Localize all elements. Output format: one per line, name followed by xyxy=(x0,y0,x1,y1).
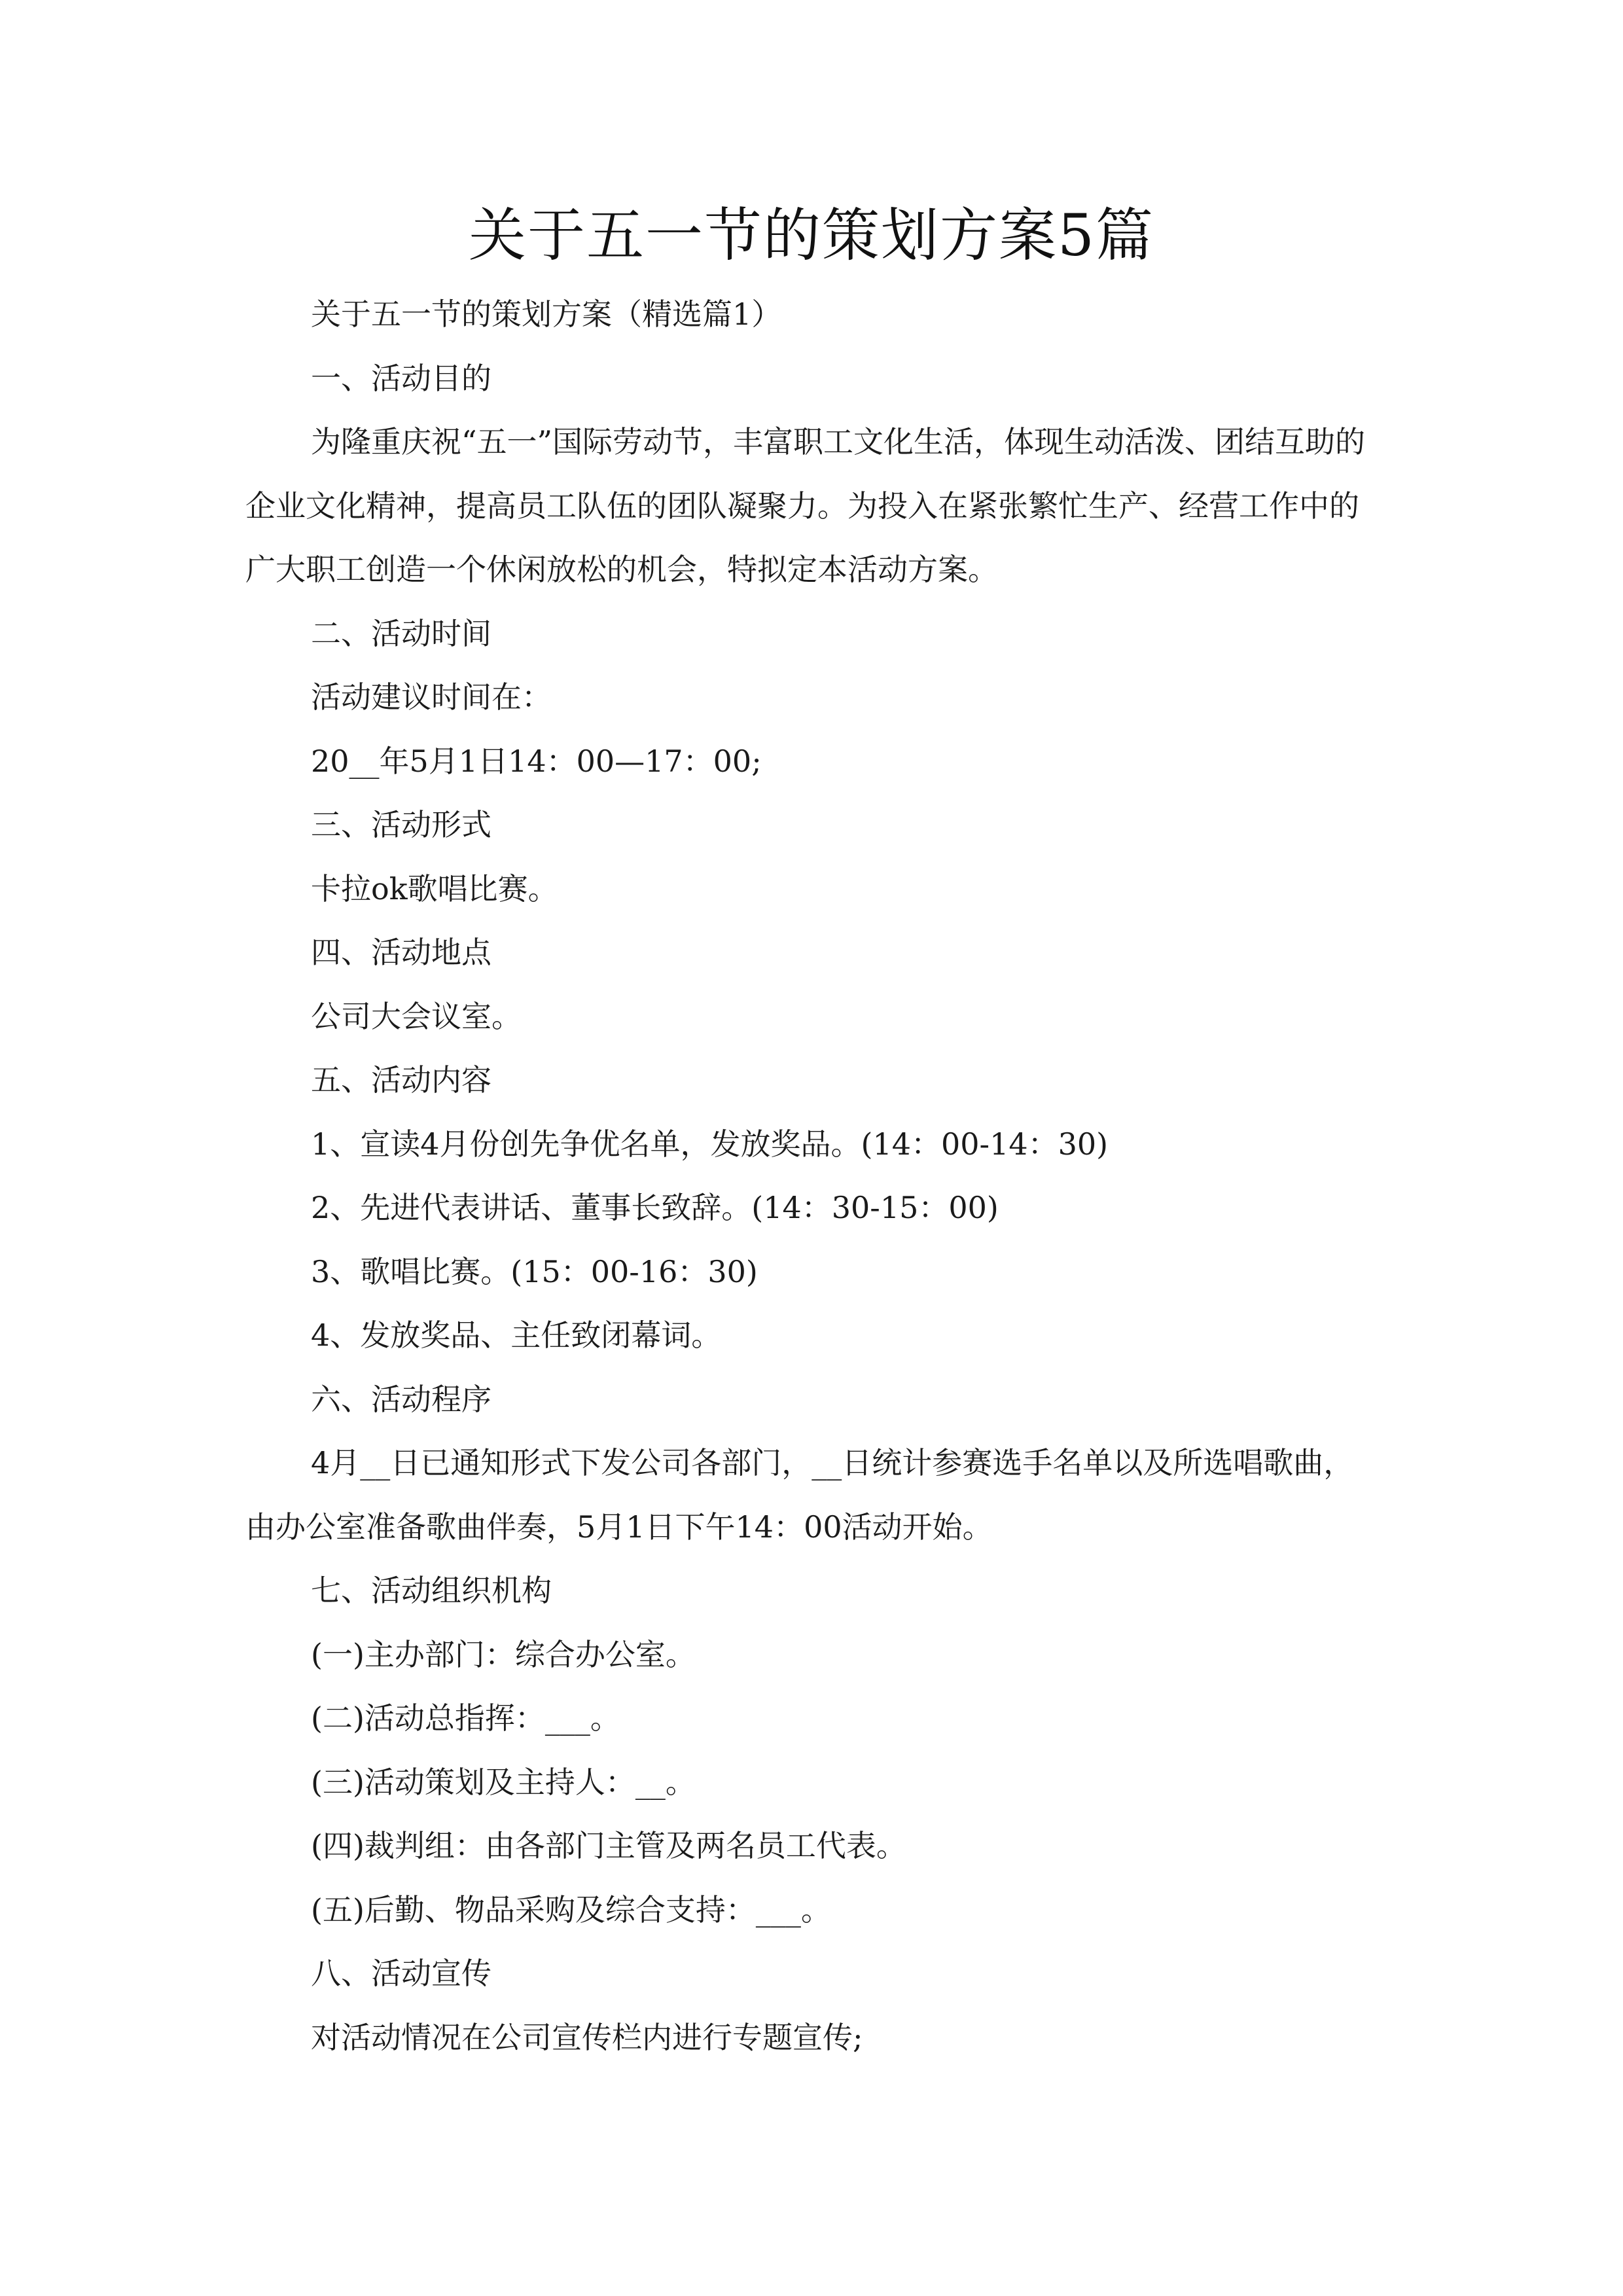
section-heading: 四、活动地点 xyxy=(311,935,491,970)
body-paragraph: 卡拉ok歌唱比赛。 xyxy=(311,870,558,906)
section-heading: 六、活动程序 xyxy=(311,1381,491,1417)
section-heading: 三、活动形式 xyxy=(311,807,491,842)
list-item: 2、先进代表讲话、董事长致辞。(14：30-15：00) xyxy=(311,1190,999,1225)
list-item: 3、歌唱比赛。(15：00-16：30) xyxy=(311,1253,758,1289)
section-heading: 二、活动时间 xyxy=(311,615,491,651)
list-item: (四)裁判组：由各部门主管及两名员工代表。 xyxy=(311,1828,906,1863)
list-item: (五)后勤、物品采购及综合支持：___。 xyxy=(311,1892,831,1928)
document-title: 关于五一节的策划方案5篇 xyxy=(469,202,1154,269)
list-item: (一)主办部门：综合办公室。 xyxy=(311,1636,696,1672)
body-paragraph: 公司大会议室。 xyxy=(311,998,522,1034)
section-heading: 七、活动组织机构 xyxy=(311,1573,552,1608)
list-item: 1、宣读4月份创先争优名单，发放奖品。(14：00-14：30) xyxy=(311,1126,1109,1162)
body-paragraph: 活动建议时间在： xyxy=(311,679,552,715)
section-heading: 八、活动宣传 xyxy=(311,1956,491,1991)
list-item: 4、发放奖品、主任致闭幕词。 xyxy=(311,1318,722,1353)
list-item: (三)活动策划及主持人：__。 xyxy=(311,1764,696,1800)
list-item: (二)活动总指挥：___。 xyxy=(311,1700,620,1736)
body-paragraph: 为隆重庆祝“五一”国际劳动节，丰富职工文化生活，体现生动活泼、团结互助的企业文化精神，提高员工队伍的团队凝聚力。为投入在紧张繁忙生产、经营工作中的广大职工创造一个休闲放松的机会，特拟定本活动方案。 xyxy=(245,424,1366,587)
section-heading: 五、活动内容 xyxy=(311,1062,491,1098)
body-paragraph: 20__年5月1日14：00—17：00; xyxy=(311,743,762,779)
body-paragraph: 4月__日已通知形式下发公司各部门，__日统计参赛选手名单以及所选唱歌曲，由办公室准备歌曲伴奏，5月1日下午14：00活动开始。 xyxy=(245,1445,1354,1545)
document-body xyxy=(245,283,1381,2070)
section-heading: 一、活动目的 xyxy=(311,360,491,396)
body-paragraph: 对活动情况在公司宣传栏内进行专题宣传; xyxy=(311,2019,863,2055)
subtitle-paragraph: 关于五一节的策划方案（精选篇1） xyxy=(311,296,782,332)
